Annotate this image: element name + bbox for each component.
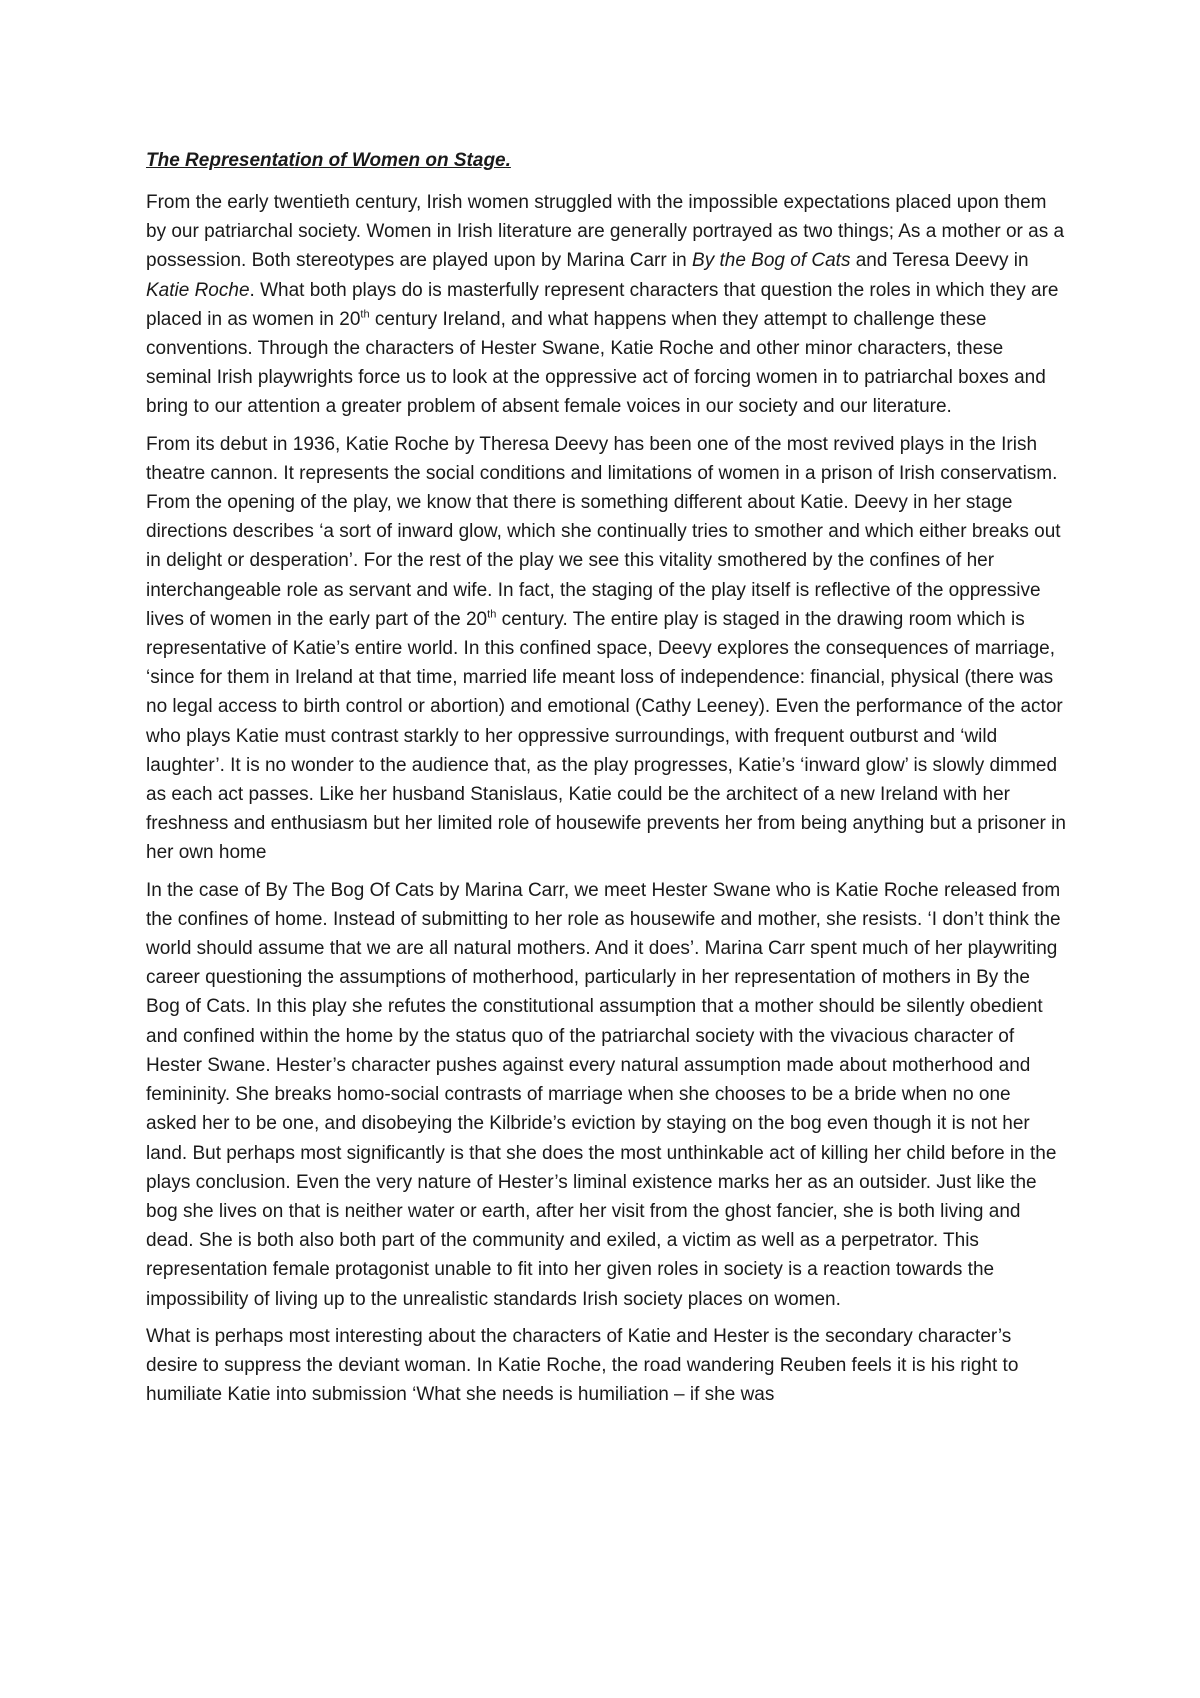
play-title-katie-roche: Katie Roche xyxy=(146,279,250,301)
essay-title: The Representation of Women on Stage. xyxy=(146,150,511,171)
play-title-bog-of-cats: By the Bog of Cats xyxy=(692,250,851,272)
ordinal-superscript: th xyxy=(487,608,497,621)
intro-text-2: and Teresa Deevy in xyxy=(850,250,1029,272)
intro-text-1: From the early twentieth century, Irish women struggled with the impossible expectations placed upon them by our patriarchal society. Women in Irish literature are generally portrayed as two things; As a mother or as a possession. Both stereotypes are played upon by Marina Carr in xyxy=(146,192,1065,272)
paragraph-katie-roche xyxy=(146,430,1066,868)
katie-text-1: From its debut in 1936, Katie Roche by Theresa Deevy has been one of the most revived plays in the Irish theatre cannon. It represents the social conditions and limitations of women in a prison of Irish conservatism. From the opening of the play, we know that there is something different about Katie. Deevy in her stage directions describes ‘a sort of inward glow, which she continually tries to smother and which either breaks out in delight or desperation’. For the rest of the play we see this vitality smothered by the confines of her interchangeable role as servant and wife. In fact, the staging of the play itself is reflective of the oppressive lives of women in the early part of the 20 xyxy=(146,433,1061,630)
paragraph-intro xyxy=(146,188,1066,422)
intro-text-3: . What both plays do is masterfully represent characters that question the roles in which they are placed in as women in 20 xyxy=(146,279,1059,330)
intro-text-4: century Ireland, and what happens when they attempt to challenge these conventions. Through the characters of Hester Swane, Katie Roche and other minor characters, these seminal Irish playwrights force us to look at the oppressive act of forcing women in to patriarchal boxes and bring to our attention a greater problem of absent female voices in our society and our literature. xyxy=(146,308,1046,418)
ordinal-superscript: th xyxy=(360,308,370,321)
document-body xyxy=(146,148,1066,1417)
paragraph-secondary-characters: What is perhaps most interesting about the characters of Katie and Hester is the secondary character’s desire to suppress the deviant woman. In Katie Roche, the road wandering Reuben feels it is his right to humiliate Katie into submission ‘What she needs is humiliation – if she was xyxy=(146,1325,1019,1406)
katie-text-2: century. The entire play is staged in the drawing room which is representative of Katie’s entire world. In this confined space, Deevy explores the consequences of marriage, ‘since for them in Ireland at that time, married life meant loss of independence: financial, physical (there was no legal access to birth control or abortion) and emotional (Cathy Leeney). Even the performance of the actor who plays Katie must contrast starkly to her oppressive surroundings, with frequent outburst and ‘wild laughter’. It is no wonder to the audience that, as the play progresses, Katie’s ‘inward glow’ is slowly dimmed as each act passes. Like her husband Stanislaus, Katie could be the architect of a new Ireland with her freshness and enthusiasm but her limited role of housewife prevents her from being anything but a prisoner in her own home xyxy=(146,608,1066,864)
paragraph-bog-of-cats: In the case of By The Bog Of Cats by Marina Carr, we meet Hester Swane who is Katie Roche released from the confines of home. Instead of submitting to her role as housewife and mother, she resists. ‘I don’t think the world should assume that we are all natural mothers. And it does’. Marina Carr spent much of her playwriting career questioning the assumptions of motherhood, particularly in her representation of mothers in By the Bog of Cats. In this play she refutes the constitutional assumption that a mother should be silently obedient and confined within the home by the status quo of the patriarchal society with the vivacious character of Hester Swane. Hester’s character pushes against every natural assumption made about motherhood and femininity. She breaks homo-social contrasts of marriage when she chooses to be a bride when no one asked her to be one, and disobeying the Kilbride’s eviction by staying on the bog even though it is not her land. But perhaps most significantly is that she does the most unthinkable act of killing her child before in the plays conclusion. Even the very nature of Hester’s liminal existence marks her as an outsider. Just like the bog she lives on that is neither water or earth, after her visit from the ghost fancier, she is both living and dead. She is both also both part of the community and exiled, a victim as well as a perpetrator. This representation female protagonist unable to fit into her given roles in society is a reaction towards the impossibility of living up to the unrealistic standards Irish society places on women. xyxy=(146,879,1061,1310)
